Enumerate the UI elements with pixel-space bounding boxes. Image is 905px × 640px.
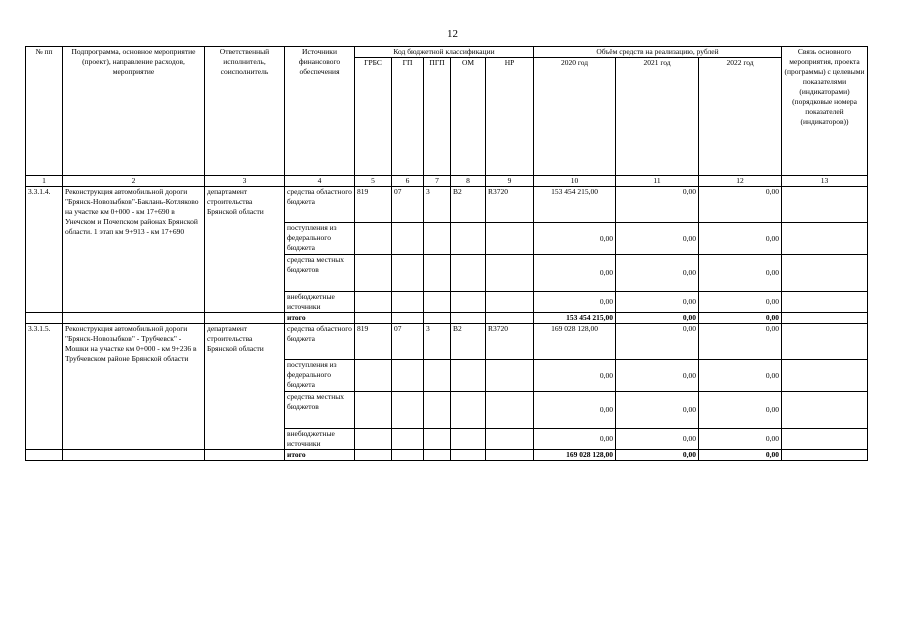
empty-cell	[205, 450, 285, 461]
value-2021: 0,00	[616, 223, 699, 255]
source-name: итого	[285, 450, 355, 461]
column-number: 13	[782, 176, 868, 187]
header-sources: Источники финансового обеспечения	[285, 47, 355, 176]
header-budget-code: Код бюджетной классификации	[355, 47, 534, 58]
code-om	[451, 292, 486, 313]
header-om: ОМ	[451, 58, 486, 176]
code-grbs	[355, 292, 392, 313]
empty-cell	[63, 450, 205, 461]
value-2021: 0,00	[616, 392, 699, 429]
empty-cell	[205, 313, 285, 324]
source-name: поступления из федерального бюджета	[285, 223, 355, 255]
link-cell	[782, 292, 868, 313]
column-numbers-row	[26, 176, 868, 187]
link-cell	[782, 313, 868, 324]
value-2021: 0,00	[616, 324, 699, 360]
header-nr: НР	[486, 58, 534, 176]
value-2020: 0,00	[534, 392, 616, 429]
value-2022: 0,00	[699, 187, 782, 223]
value-2021: 0,00	[616, 429, 699, 450]
code-om	[451, 223, 486, 255]
row-number: 3.3.1.4.	[26, 187, 63, 313]
code-grbs: 819	[355, 324, 392, 360]
column-number: 3	[205, 176, 285, 187]
code-gp	[392, 360, 424, 392]
row-name: Реконструкция автомобильной дороги "Брянск-Новозыбков" - Трубчевск" - Мошки на участке км 0+000 - км 9+236 в Трубчевском районе Брянской области	[63, 324, 205, 450]
row-name: Реконструкция автомобильной дороги "Брянск-Новозыбков"-Баклань-Котляково на участке км 0+000 - км 17+690 в Унечском и Почепском районах Брянской области. 1 этап км 9+913 - км 17+690	[63, 187, 205, 313]
page-number: 12	[447, 28, 458, 40]
row-number: 3.3.1.5.	[26, 324, 63, 450]
value-2020: 153 454 215,00	[534, 313, 616, 324]
value-2022: 0,00	[699, 223, 782, 255]
value-2020: 169 028 128,00	[534, 324, 616, 360]
code-grbs	[355, 313, 392, 324]
source-name: внебюджетные источники	[285, 429, 355, 450]
row-responsible: департамент строительства Брянской области	[205, 324, 285, 450]
value-2020: 0,00	[534, 429, 616, 450]
link-cell	[782, 429, 868, 450]
source-name: внебюджетные источники	[285, 292, 355, 313]
total-row	[26, 313, 868, 324]
column-number: 10	[534, 176, 616, 187]
column-number: 6	[392, 176, 424, 187]
column-number: 7	[424, 176, 451, 187]
code-om	[451, 313, 486, 324]
header-pgp: ПГП	[424, 58, 451, 176]
code-gp: 07	[392, 324, 424, 360]
link-cell	[782, 392, 868, 429]
column-number: 4	[285, 176, 355, 187]
row-responsible: департамент строительства Брянской области	[205, 187, 285, 313]
code-pgp	[424, 292, 451, 313]
column-number: 5	[355, 176, 392, 187]
code-om	[451, 429, 486, 450]
code-om	[451, 255, 486, 292]
value-2021: 0,00	[616, 255, 699, 292]
code-nr	[486, 392, 534, 429]
code-nr	[486, 450, 534, 461]
code-grbs	[355, 255, 392, 292]
value-2022: 0,00	[699, 313, 782, 324]
code-pgp: 3	[424, 324, 451, 360]
code-grbs	[355, 429, 392, 450]
code-gp	[392, 429, 424, 450]
source-name: средства местных бюджетов	[285, 255, 355, 292]
value-2022: 0,00	[699, 392, 782, 429]
header-link: Связь основного мероприятия, проекта (программы) с целевыми показателями (индикаторами) (порядковые номера показателей (индикаторов))	[782, 47, 868, 176]
code-pgp	[424, 255, 451, 292]
code-pgp	[424, 392, 451, 429]
value-2021: 0,00	[616, 292, 699, 313]
value-2022: 0,00	[699, 360, 782, 392]
code-om: В2	[451, 187, 486, 223]
code-nr	[486, 429, 534, 450]
total-row	[26, 450, 868, 461]
empty-cell	[26, 450, 63, 461]
value-2021: 0,00	[616, 360, 699, 392]
value-2021: 0,00	[616, 313, 699, 324]
source-name: поступления из федерального бюджета	[285, 360, 355, 392]
empty-cell	[63, 313, 205, 324]
column-number: 8	[451, 176, 486, 187]
code-nr	[486, 255, 534, 292]
code-nr: R3720	[486, 187, 534, 223]
value-2020: 0,00	[534, 223, 616, 255]
value-2022: 0,00	[699, 324, 782, 360]
code-grbs	[355, 392, 392, 429]
budget-table	[25, 46, 868, 461]
code-pgp: 3	[424, 187, 451, 223]
code-gp	[392, 223, 424, 255]
value-2020: 0,00	[534, 292, 616, 313]
code-om	[451, 392, 486, 429]
code-gp	[392, 313, 424, 324]
code-nr: R3720	[486, 324, 534, 360]
link-cell	[782, 223, 868, 255]
code-nr	[486, 313, 534, 324]
code-om	[451, 450, 486, 461]
value-2022: 0,00	[699, 255, 782, 292]
code-om	[451, 360, 486, 392]
header-gp: ГП	[392, 58, 424, 176]
column-number: 12	[699, 176, 782, 187]
header-num: № пп	[26, 47, 63, 176]
value-2020: 169 028 128,00	[534, 450, 616, 461]
value-2022: 0,00	[699, 429, 782, 450]
code-gp: 07	[392, 187, 424, 223]
value-2020: 153 454 215,00	[534, 187, 616, 223]
source-name: средства местных бюджетов	[285, 392, 355, 429]
header-2021: 2021 год	[616, 58, 699, 176]
header-name: Подпрограмма, основное мероприятие (проект), направление расходов, мероприятие	[63, 47, 205, 176]
column-number: 9	[486, 176, 534, 187]
value-2022: 0,00	[699, 450, 782, 461]
code-pgp	[424, 429, 451, 450]
value-2022: 0,00	[699, 292, 782, 313]
link-cell	[782, 450, 868, 461]
code-grbs: 819	[355, 187, 392, 223]
table-row	[26, 187, 868, 223]
value-2021: 0,00	[616, 187, 699, 223]
link-cell	[782, 255, 868, 292]
code-grbs	[355, 450, 392, 461]
code-om: В2	[451, 324, 486, 360]
link-cell	[782, 324, 868, 360]
code-pgp	[424, 360, 451, 392]
code-gp	[392, 255, 424, 292]
column-number: 1	[26, 176, 63, 187]
code-pgp	[424, 313, 451, 324]
source-name: средства областного бюджета	[285, 187, 355, 223]
header-2020: 2020 год	[534, 58, 616, 176]
code-gp	[392, 450, 424, 461]
source-name: итого	[285, 313, 355, 324]
code-grbs	[355, 360, 392, 392]
column-number: 2	[63, 176, 205, 187]
header-2022: 2022 год	[699, 58, 782, 176]
code-gp	[392, 292, 424, 313]
code-gp	[392, 392, 424, 429]
table-row	[26, 324, 868, 360]
code-nr	[486, 360, 534, 392]
code-pgp	[424, 223, 451, 255]
header-responsible: Ответственный исполнитель, соисполнитель	[205, 47, 285, 176]
code-nr	[486, 292, 534, 313]
value-2020: 0,00	[534, 360, 616, 392]
header-volume: Объём средств на реализацию, рублей	[534, 47, 782, 58]
code-grbs	[355, 223, 392, 255]
header-grbs: ГРБС	[355, 58, 392, 176]
code-pgp	[424, 450, 451, 461]
value-2021: 0,00	[616, 450, 699, 461]
value-2020: 0,00	[534, 255, 616, 292]
code-nr	[486, 223, 534, 255]
column-number: 11	[616, 176, 699, 187]
source-name: средства областного бюджета	[285, 324, 355, 360]
link-cell	[782, 360, 868, 392]
link-cell	[782, 187, 868, 223]
empty-cell	[26, 313, 63, 324]
